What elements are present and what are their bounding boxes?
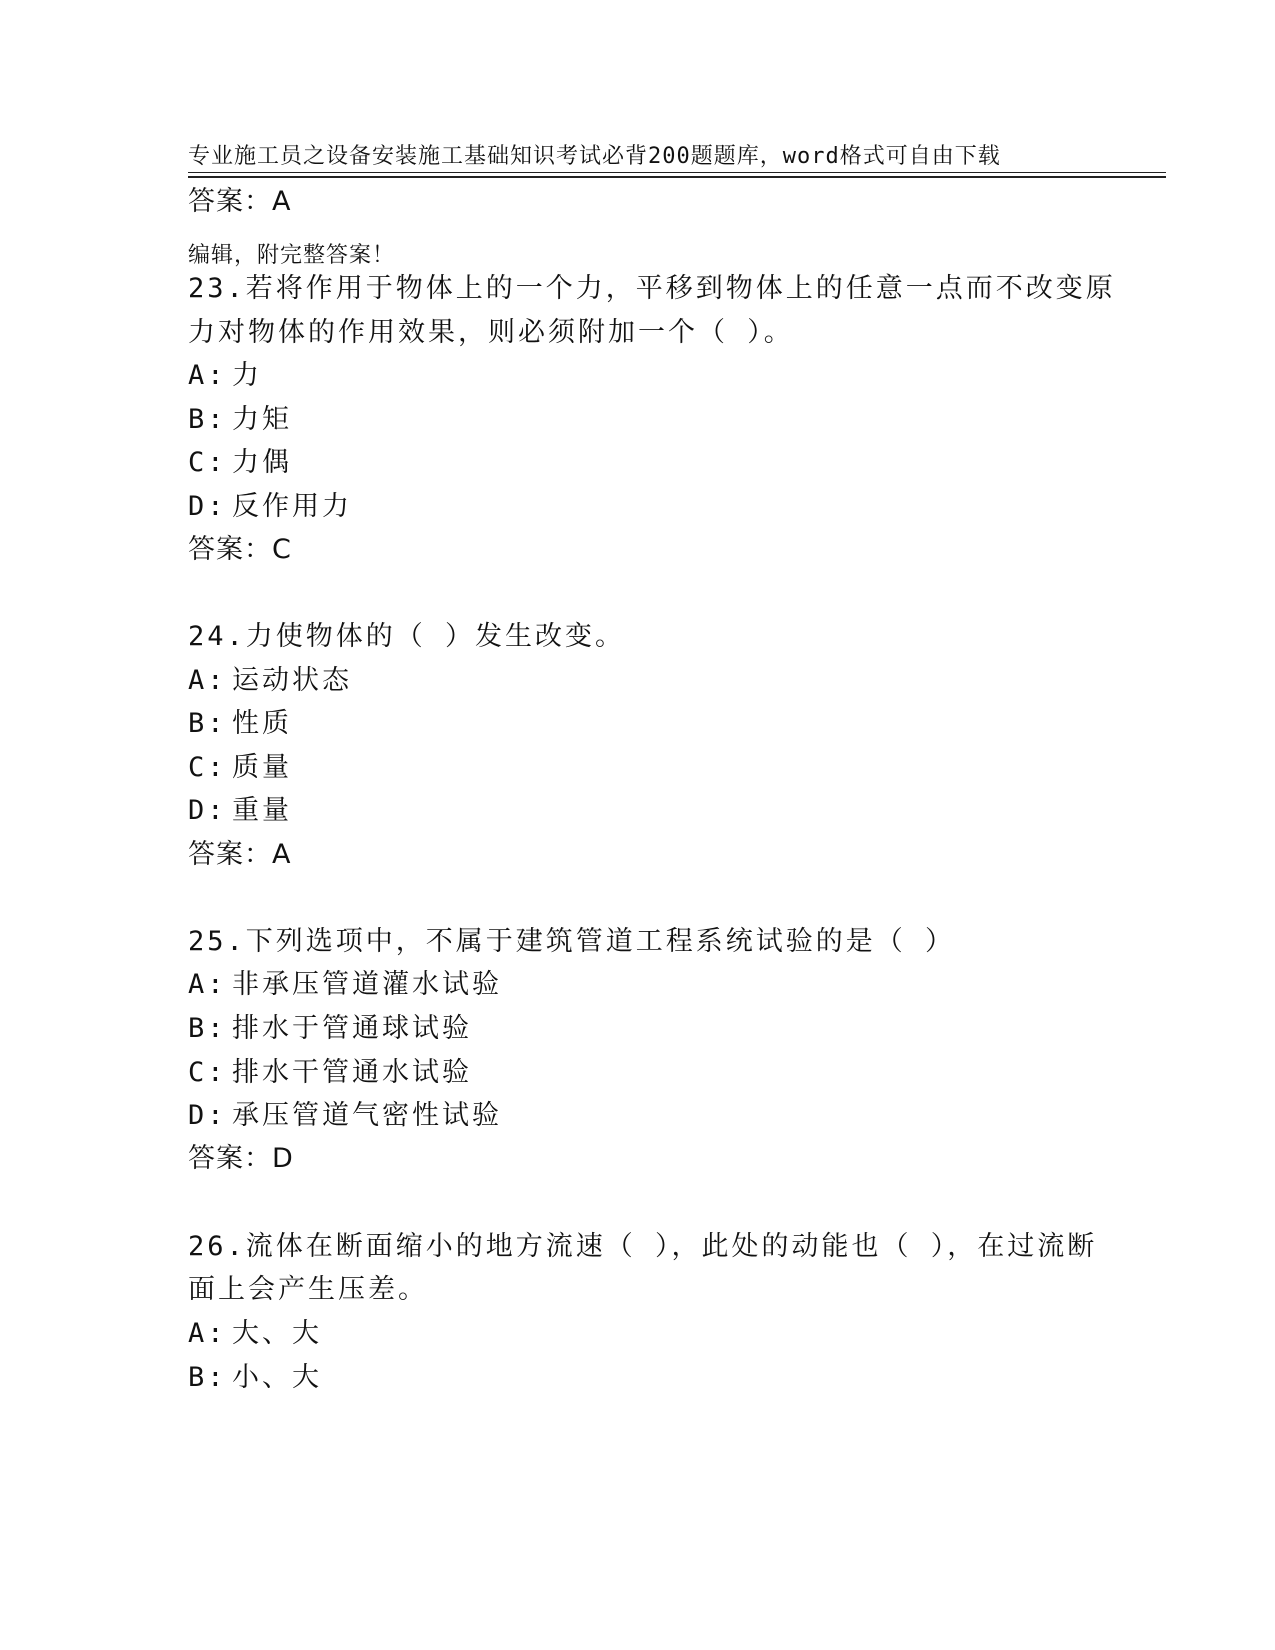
answer-line: 答案：D bbox=[188, 1143, 294, 1174]
option-text: 承压管道气密性试验 bbox=[232, 1100, 502, 1131]
option-text: 力矩 bbox=[232, 404, 292, 435]
answer-line: 答案：C bbox=[188, 534, 292, 565]
option-text: 排水干管通水试验 bbox=[232, 1057, 472, 1088]
option-letter: C: bbox=[188, 447, 227, 478]
option-c bbox=[188, 1055, 472, 1091]
option-letter: A: bbox=[188, 360, 227, 391]
option-letter: D: bbox=[188, 795, 227, 826]
header-title-line-2: 编辑，附完整答案！ bbox=[188, 243, 396, 268]
question-stem: 24.力使物体的（ ）发生改变。 bbox=[188, 621, 626, 652]
option-letter: A: bbox=[188, 1318, 227, 1349]
option-a bbox=[188, 358, 262, 394]
option-letter: A: bbox=[188, 665, 227, 696]
option-text: 排水于管通球试验 bbox=[232, 1013, 472, 1044]
header-divider-bottom bbox=[188, 176, 1166, 178]
option-text: 性质 bbox=[232, 708, 292, 739]
option-b bbox=[188, 1360, 322, 1396]
option-b bbox=[188, 402, 292, 438]
question-stem: 面上会产生压差。 bbox=[188, 1274, 428, 1305]
question-stem: 26.流体在断面缩小的地方流速（ ），此处的动能也（ ），在过流断 bbox=[188, 1231, 1098, 1262]
option-b bbox=[188, 706, 292, 742]
option-letter: B: bbox=[188, 1013, 227, 1044]
option-letter: C: bbox=[188, 1057, 227, 1088]
option-letter: A: bbox=[188, 969, 227, 1000]
question-stem: 力对物体的作用效果，则必须附加一个（ ）。 bbox=[188, 317, 794, 348]
question-stem: 25.下列选项中，不属于建筑管道工程系统试验的是（ ） bbox=[188, 926, 956, 957]
option-letter: D: bbox=[188, 491, 227, 522]
option-text: 力 bbox=[232, 360, 262, 391]
option-text: 反作用力 bbox=[232, 491, 352, 522]
option-c bbox=[188, 750, 292, 786]
question-stem: 23.若将作用于物体上的一个力，平移到物体上的任意一点而不改变原 bbox=[188, 273, 1116, 304]
option-text: 非承压管道灌水试验 bbox=[232, 969, 502, 1000]
option-letter: C: bbox=[188, 752, 227, 783]
option-d bbox=[188, 1098, 502, 1134]
option-text: 大、大 bbox=[232, 1318, 322, 1349]
option-c bbox=[188, 445, 292, 481]
option-d bbox=[188, 793, 292, 829]
option-letter: B: bbox=[188, 1362, 227, 1393]
option-text: 力偶 bbox=[232, 447, 292, 478]
option-a bbox=[188, 1316, 322, 1352]
header-title-line-1: 专业施工员之设备安装施工基础知识考试必背200题题库，word格式可自由下载 bbox=[188, 144, 1001, 169]
option-letter: B: bbox=[188, 708, 227, 739]
option-letter: D: bbox=[188, 1100, 227, 1131]
answer-line: 答案：A bbox=[188, 839, 292, 870]
option-text: 重量 bbox=[232, 795, 292, 826]
option-text: 质量 bbox=[232, 752, 292, 783]
option-d bbox=[188, 489, 352, 525]
header-divider-top bbox=[188, 172, 1166, 173]
option-letter: B: bbox=[188, 404, 227, 435]
option-text: 运动状态 bbox=[232, 665, 352, 696]
option-a bbox=[188, 967, 502, 1003]
previous-answer: 答案：A bbox=[188, 186, 292, 217]
option-b bbox=[188, 1011, 472, 1047]
option-a bbox=[188, 663, 352, 699]
option-text: 小、大 bbox=[232, 1362, 322, 1393]
